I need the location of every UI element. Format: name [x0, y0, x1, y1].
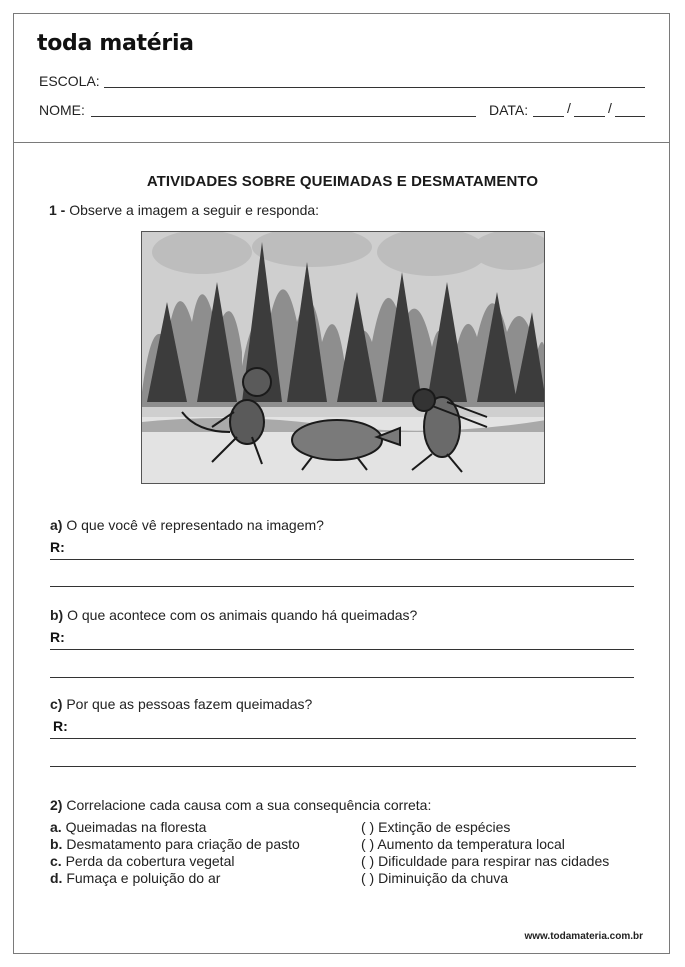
- answer-box[interactable]: ( ): [361, 836, 375, 852]
- cause-letter: c.: [50, 853, 62, 869]
- date-year-field[interactable]: [615, 116, 645, 117]
- question-text: Correlacione cada causa com a sua consequência correta:: [66, 797, 432, 813]
- cause-text: Queimadas na floresta: [65, 819, 207, 835]
- date-label: DATA:: [489, 102, 529, 118]
- question-1b: [50, 607, 417, 623]
- cause-item: [50, 836, 300, 853]
- consequence-text: Extinção de espécies: [378, 819, 511, 835]
- consequences-list: [361, 819, 609, 887]
- cause-text: Desmatamento para criação de pasto: [66, 836, 300, 852]
- cause-letter: b.: [50, 836, 63, 852]
- answer-line[interactable]: [50, 738, 636, 739]
- question-2-prompt: [50, 797, 431, 813]
- logo: toda matéria: [37, 31, 194, 56]
- answer-line[interactable]: [50, 586, 634, 587]
- forest-fire-drawing: [142, 232, 545, 484]
- consequence-text: Diminuição da chuva: [378, 870, 509, 886]
- forest-fire-illustration: [141, 231, 545, 484]
- consequence-item: [361, 819, 609, 836]
- item-letter: c): [50, 696, 63, 712]
- cause-item: [50, 819, 300, 836]
- consequence-item: [361, 836, 609, 853]
- question-text: Observe a imagem a seguir e responda:: [69, 202, 320, 218]
- cause-letter: a.: [50, 819, 62, 835]
- answer-label: R:: [50, 539, 65, 555]
- answer-line[interactable]: [50, 559, 634, 560]
- cause-text: Fumaça e poluição do ar: [66, 870, 221, 886]
- question-1a: [50, 517, 324, 533]
- cause-letter: d.: [50, 870, 63, 886]
- cause-item: [50, 870, 300, 887]
- consequence-item: [361, 870, 609, 887]
- consequence-item: [361, 853, 609, 870]
- answer-label: R:: [50, 629, 65, 645]
- question-1c: [50, 696, 312, 712]
- consequence-text: Dificuldade para respirar nas cidades: [378, 853, 610, 869]
- date-month-field[interactable]: [574, 116, 605, 117]
- answer-box[interactable]: ( ): [361, 870, 375, 886]
- cause-item: [50, 853, 300, 870]
- answer-box[interactable]: ( ): [361, 853, 375, 869]
- question-number: 1 -: [49, 202, 66, 218]
- date-separator: /: [567, 100, 571, 116]
- item-text: O que você vê representado na imagem?: [66, 517, 324, 533]
- question-1-prompt: [49, 202, 319, 218]
- footer-url[interactable]: www.todamateria.com.br: [524, 931, 643, 942]
- answer-label: R:: [53, 718, 68, 734]
- date-day-field[interactable]: [533, 116, 564, 117]
- item-letter: b): [50, 607, 64, 623]
- question-number: 2): [50, 797, 63, 813]
- name-field[interactable]: [91, 116, 476, 117]
- causes-list: [50, 819, 300, 887]
- item-text: Por que as pessoas fazem queimadas?: [66, 696, 313, 712]
- school-label: ESCOLA:: [39, 73, 100, 89]
- consequence-text: Aumento da temperatura local: [377, 836, 565, 852]
- worksheet-title: ATIVIDADES SOBRE QUEIMADAS E DESMATAMENTO: [146, 173, 539, 190]
- answer-line[interactable]: [50, 677, 634, 678]
- item-text: O que acontece com os animais quando há queimadas?: [67, 607, 418, 623]
- date-separator: /: [608, 100, 612, 116]
- answer-line[interactable]: [50, 766, 636, 767]
- item-letter: a): [50, 517, 63, 533]
- answer-line[interactable]: [50, 649, 634, 650]
- name-label: NOME:: [39, 102, 85, 118]
- answer-box[interactable]: ( ): [361, 819, 375, 835]
- cause-text: Perda da cobertura vegetal: [65, 853, 235, 869]
- school-field[interactable]: [104, 87, 645, 88]
